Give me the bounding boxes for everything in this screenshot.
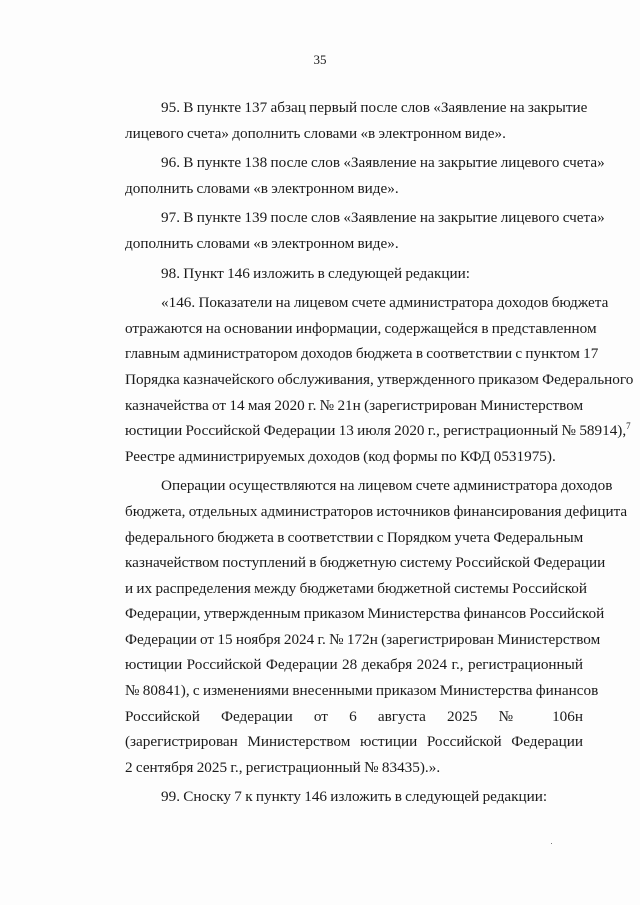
text-line xyxy=(89,316,597,342)
text-line xyxy=(89,755,583,781)
text-line xyxy=(89,473,613,499)
text-line xyxy=(89,704,583,730)
document-body xyxy=(89,95,634,810)
text-line xyxy=(89,652,583,678)
line-text: Российской Федерации от 6 августа 2025 № 106н xyxy=(125,707,583,725)
line-text: лицевого счета» дополнить словами «в электронном виде». xyxy=(125,124,506,142)
text-line xyxy=(89,121,583,147)
paragraph-4 xyxy=(89,261,583,287)
text-line xyxy=(89,784,583,810)
text-line xyxy=(89,393,583,419)
paragraph-1 xyxy=(89,95,588,146)
text-line xyxy=(89,367,634,393)
line-text: бюджета, отдельных администраторов источников финансирования дефицита xyxy=(125,502,628,520)
line-text: 2 сентября 2025 г., регистрационный № 83435).». xyxy=(125,758,441,776)
paragraph-2 xyxy=(89,150,605,201)
text-line xyxy=(89,95,588,121)
text-line xyxy=(89,150,605,176)
paragraph-6 xyxy=(89,473,628,780)
line-text: Федерации от 15 ноября 2024 г. № 172н (зарегистрирован Министерством xyxy=(125,630,601,648)
line-text: юстиции Российской Федерации 13 июля 2020 г., регистрационный № 58914), xyxy=(125,422,627,440)
text-line xyxy=(89,418,631,444)
line-text: 99. Сноску 7 к пункту 146 изложить в следующей редакции: xyxy=(161,788,548,806)
text-line xyxy=(89,729,583,755)
line-text: федерального бюджета в соответствии с Порядком учета Федеральным xyxy=(125,528,584,546)
line-text: Порядка казначейского обслуживания, утвержденного приказом Федерального xyxy=(125,370,634,388)
text-line xyxy=(89,525,583,551)
line-text: дополнить словами «в электронном виде». xyxy=(125,179,399,197)
line-text: «146. Показатели на лицевом счете администратора доходов бюджета xyxy=(161,294,609,312)
line-text: 95. В пункте 137 абзац первый после слов «Заявление на закрытие xyxy=(161,99,588,116)
text-line xyxy=(89,341,599,367)
line-text: 98. Пункт 146 изложить в следующей редакции: xyxy=(161,264,471,282)
line-text: Реестре администрируемых доходов (код формы по КФД 0531975). xyxy=(125,447,556,465)
text-line xyxy=(89,176,583,202)
line-text: и их распределения между бюджетами бюджетной системы Российской xyxy=(125,579,588,597)
text-line xyxy=(89,499,628,525)
line-text: 97. В пункте 139 после слов «Заявление на закрытие лицевого счета» xyxy=(161,209,605,227)
page-number: 35 xyxy=(313,52,327,67)
line-text: юстиции Российской Федерации 28 декабря 2024 г., регистрационный xyxy=(125,656,583,674)
text-line xyxy=(89,205,605,231)
paragraph-7 xyxy=(89,784,583,810)
line-text: 96. В пункте 138 после слов «Заявление на закрытие лицевого счета» xyxy=(161,154,605,172)
line-text: казначейства от 14 мая 2020 г. № 21н (зарегистрирован Министерством xyxy=(125,396,584,414)
text-line xyxy=(89,601,605,627)
text-line xyxy=(89,678,599,704)
text-line xyxy=(89,231,583,257)
line-text: (зарегистрирован Министерством юстиции Российской Федерации xyxy=(125,733,583,751)
line-text: № 80841), с изменениями внесенными приказом Министерства финансов xyxy=(125,682,599,700)
text-line xyxy=(89,261,583,287)
line-text: Операции осуществляются на лицевом счете администратора доходов xyxy=(161,477,613,495)
text-line xyxy=(89,576,588,602)
line-text: главным администратором доходов бюджета в соответствии с пунктом 17 xyxy=(125,345,599,363)
footnote-mark: 7 xyxy=(626,421,631,432)
line-text: отражаются на основании информации, содержащейся в представленном xyxy=(125,319,597,337)
text-line xyxy=(89,627,601,653)
text-line xyxy=(89,444,583,470)
line-text: дополнить словами «в электронном виде». xyxy=(125,234,399,252)
paragraph-3 xyxy=(89,205,605,256)
scan-speck xyxy=(551,843,552,844)
text-line xyxy=(89,290,609,316)
paragraph-5 xyxy=(89,290,634,469)
text-line xyxy=(89,550,606,576)
line-text: Федерации, утвержденным приказом Министерства финансов Российской xyxy=(125,605,605,623)
line-text: казначейством поступлений в бюджетную систему Российской Федерации xyxy=(125,554,606,572)
